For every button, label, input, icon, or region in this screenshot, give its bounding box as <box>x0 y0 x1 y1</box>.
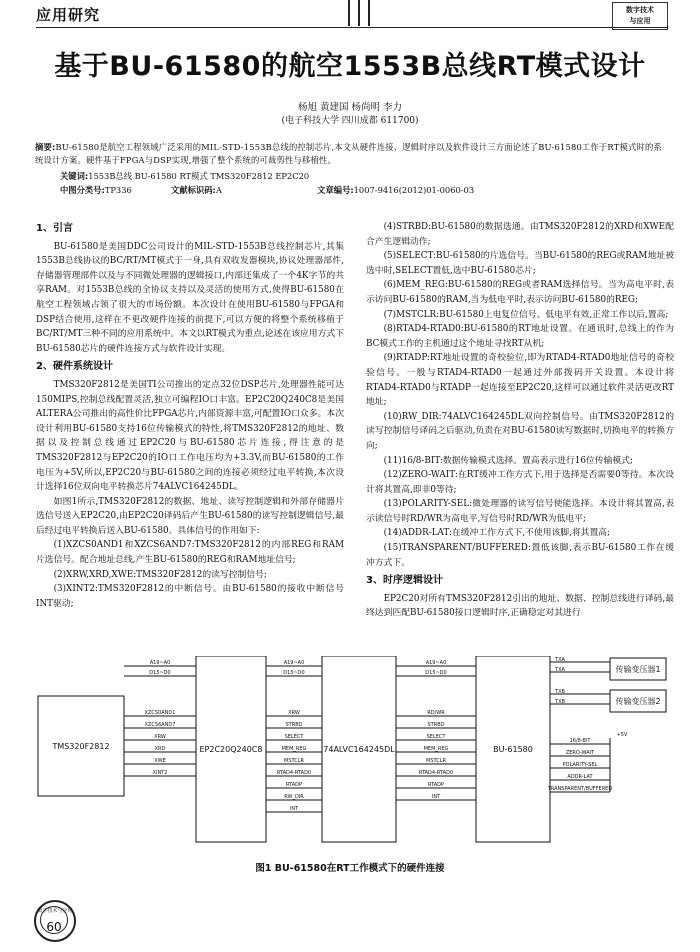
section2-heading: 2、硬件系统设计 <box>36 361 113 373</box>
fpga-signal: STRBD <box>285 722 303 728</box>
signal-item-5: (5)SELECT:BU-61580的片选信号。当BU-61580的REG或RAM地址被选中时,SELECT置低,选中BU-61580芯片; <box>366 251 674 276</box>
dsp-signal: XRD <box>154 746 166 752</box>
supply-label: +5V <box>616 732 628 738</box>
signal-item-14: (14)ADDR-LAT:在缓冲工作方式下,不使用该脚,将其置高; <box>383 528 611 539</box>
signal-item-7: (7)MSTCLR:BU-61580上电复位信号。低电平有效,正常工作以后,置高; <box>383 309 669 320</box>
signal-item-9: (9)RTADP:RT地址设置的奇校验位,即为RTAD4-RTAD0地址信号的奇校验信号。一般与RTAD4-RTAD0一起通过外部拨码开关设置。本设计将RTAD4-RTAD0与RTADP一起连接至EP2C20,这样可以通过软件灵活更改RT地址; <box>366 353 674 408</box>
section3-paragraph: EP2C20对所有TMS320F2812引出的地址、数据、控制总线进行译码,最终达到匹配BU-61580接口逻辑时序,正确稳定对其进行 <box>366 593 674 619</box>
signal-item-10: (10)RW_DIR:74ALVC164245DL双向控制信号。由TMS320F2812的读写控制信号译码之后驱动,负责在对BU-61580读写数据时,切换电平的转换方向; <box>366 411 674 451</box>
bus-data-label-3: D15~D0 <box>425 670 447 676</box>
level-label: 74ALVC164245DL <box>323 745 395 754</box>
signal-item-8: (8)RTAD4-RTAD0:BU-61580的RT地址设置。在通讯时,总线上的作为BC模式工作的主机通过这个地址寻找RT从机; <box>366 324 674 349</box>
tx-label: TXB <box>555 689 565 695</box>
journal-logo <box>612 2 668 30</box>
bus-addr-label-3: A19~A0 <box>425 660 447 666</box>
level-signal: MSTCLR <box>426 758 446 764</box>
dsp-label: TMS320F2812 <box>52 742 110 751</box>
abstract-label: 摘要: <box>35 142 56 152</box>
clc-label: 中图分类号: <box>60 185 105 195</box>
tx-label: TXB <box>555 699 565 705</box>
fpga-signal: XRW <box>288 710 300 716</box>
classification-line <box>60 184 474 196</box>
abstract <box>35 141 666 167</box>
right-column <box>366 220 674 621</box>
logo-line2: 与应用 <box>629 16 651 25</box>
paper-title: 基于BU-61580的航空1553B总线RT模式设计 <box>54 51 646 82</box>
fpga-signal: MSTCLR <box>284 758 304 764</box>
level-signal: SELECT <box>426 734 446 740</box>
tx-label: TXA <box>555 667 565 673</box>
keywords <box>60 170 309 182</box>
section3-heading: 3、时序逻辑设计 <box>366 575 443 587</box>
clc-text: TP336 <box>104 185 132 195</box>
signal-item-11: (11)16/8-BIT:数据传输模式选择。置高表示进行16位传输模式; <box>383 455 633 466</box>
header-rule <box>36 27 668 28</box>
level-signal: RTAD4-RTAD0 <box>418 770 454 776</box>
page-number-badge <box>34 900 76 942</box>
signal-item-3: (3)XINT2:TMS320F2812的中断信号。由BU-61580的接收中断信号INT驱动; <box>36 584 344 609</box>
header-bars <box>346 0 376 26</box>
section-label: 应用研究 <box>36 6 101 24</box>
signal-item-15: (15)TRANSPARENT/BUFFERED:置低该脚,表示BU-61580工作在缓冲方式下。 <box>366 543 674 568</box>
signal-item-6: (6)MEM_REG:BU-61580的REG或者RAM选择信号。当为高电平时,表示访问BU-61580的RAM,当为低电平时,表示访问BU-61580的REG; <box>366 280 674 305</box>
authors: 杨旭 黄建国 杨尚明 李力 <box>297 102 403 113</box>
bu-config-signal: ZERO-WAIT <box>565 750 595 756</box>
bu-config-signal: 16/8-BIT <box>569 738 591 744</box>
xfmr1-label: 传输变压器1 <box>615 665 661 674</box>
dsp-signal: XRW <box>154 734 166 740</box>
level-signal: STRBD <box>427 722 445 728</box>
keywords-label: 关键词: <box>60 171 89 181</box>
bus-data-label: D15~D0 <box>149 670 171 676</box>
dsp-signal: XZCS6AND7 <box>144 722 176 728</box>
section1-heading: 1、引言 <box>36 223 73 234</box>
affiliation: (电子科技大学 四川成都 611700) <box>281 116 419 126</box>
bu-label: BU-61580 <box>493 745 533 754</box>
level-signal: INT <box>431 794 441 800</box>
xfmr2-label: 传输变压器2 <box>615 697 661 706</box>
fpga-signal: RTADP <box>285 782 303 788</box>
page-number: 60 <box>40 906 68 934</box>
fpga-signal: MEM_REG <box>281 746 307 752</box>
figure-caption: 图1 BU-61580在RT工作模式下的硬件连接 <box>255 863 445 874</box>
fpga-label: EP2C20Q240C8 <box>199 745 263 754</box>
level-signal: RD/WR <box>427 710 445 716</box>
signal-item-1: (1)XZCS0AND1和XZCS6AND7:TMS320F2812的内部REG和RAM片选信号。配合地址总线,产生BU-61580的REG和RAM地址信号; <box>36 540 344 566</box>
logo-line1: 数字技术 <box>626 5 654 14</box>
fpga-signal: INT <box>289 806 299 812</box>
section1-paragraph: BU-61580是美国DDC公司设计的MIL-STD-1553B总线控制芯片,其集1553B总线协议的BC/RT/MT模式于一身,具有双收发器模块,协议处理器部件,存储器管理部件以及与不同微处理器的逻辑接口,内部还集成了一个4K字节的共享RAM。对1553B总线的全协议支持以及灵活的使用方式,使得BU-61580在航空工程领域占领了很大的市场份额。本次设计在使用BU-61580与FPGA和DSP结合使用,这样在不更改硬件连接的前提下,可以方便的将整个系统移植于BC/RT/MT三种不同的应用系统中。本文以RT模式为重点,论述在该应用方式下BU-61580芯片的硬件连接方式与软件设计实现。 <box>36 241 344 354</box>
hardware-diagram <box>36 656 668 846</box>
fpga-signal: RW_DIR <box>284 794 304 800</box>
dsp-signal: XINT2 <box>152 770 168 776</box>
fpga-signal: RTAD4-RTAD0 <box>276 770 312 776</box>
article-no-label: 文章编号: <box>317 185 354 195</box>
doc-code-text: A <box>215 185 222 195</box>
signal-item-2: (2)XRW,XRD,XWE:TMS320F2812的读写控制信号; <box>53 569 267 580</box>
level-signal: MEM_REG <box>423 746 449 752</box>
section2-paragraph2: 如图1所示,TMS320F2812的数据、地址、读写控制逻辑和外部存储器片选信号送入EP2C20,由EP2C20译码后产生BU-61580的读写控制逻辑信号,最后经过电平转换后送入BU-61580。具体信号的作用如下: <box>36 496 344 536</box>
doc-code-label: 文献标识码: <box>171 185 216 195</box>
signal-item-4: (4)STRBD:BU-61580的数据选通。由TMS320F2812的XRD和XWE配合产生逻辑动作; <box>366 222 674 247</box>
abstract-text: BU-61580是航空工程领域广泛采用的MIL-STD-1553B总线的控制芯片,本文从硬件连接、逻辑时序以及软件设计三方面论述了BU-61580工作于RT模式时的系统设计方案。硬件基于FPGA与DSP实现,增强了整个系统的可裁剪性与移植性。 <box>35 142 662 165</box>
section2-paragraph1: TMS320F2812是美国TI公司推出的定点32位DSP芯片,处理器性能可达150MIPS,控制总线配置灵活,独立可编程IO口丰富。EP2C20Q240C8是美国ALTERA公司推出的高性价比FPGA芯片,内部资源丰富,可配置IO口众多。本次设计利用BU-61580支持16位传输模式的特性,将TMS320F2812的地址、数据以及控制总线通过EP2C20与BU-61580芯片连接,得注意的是TMS320F2812与EP2C20的IO口工作电压均为+3.3V,而BU-61580的工作电压为+5V,所以,EP2C20与BU-61580之间的连接必须经过电平转换,本次设计选择16位双向电平转换芯片74ALVC164245DL。 <box>36 379 344 493</box>
badge-text: 数字技术与应用 <box>37 908 73 914</box>
keywords-text: 1553B总线 BU-61580 RT模式 TMS320F2812 EP2C20 <box>88 171 310 181</box>
bu-config-signal: ADDR-LAT <box>567 774 593 780</box>
fpga-signal: SELECT <box>284 734 304 740</box>
signal-item-12: (12)ZERO-WAIT:在RT缓冲工作方式下,用于选择是否需要0等待。本次设计将其置高,即非0等待; <box>366 470 674 495</box>
bus-addr-label: A19~A0 <box>149 660 171 666</box>
signal-item-13: (13)POLARITY-SEL:微处理器的读写信号使能选择。本设计将其置高,表示读信号时RD/WR为高电平,写信号时RD/WR为低电平; <box>366 499 674 524</box>
article-no-text: 1007-9416(2012)01-0060-03 <box>353 185 475 195</box>
dsp-signal: XWE <box>154 758 166 764</box>
dsp-signal: XZCS0AND1 <box>144 710 176 716</box>
left-column <box>36 220 344 611</box>
bus-data-label-2: D15~D0 <box>283 670 305 676</box>
bu-config-signal: TRANSPARENT/BUFFERED <box>547 786 613 792</box>
bu-config-signal: POLARITY-SEL <box>562 762 598 768</box>
bus-addr-label-2: A19~A0 <box>283 660 305 666</box>
tx-label: TXA <box>555 657 565 663</box>
level-signal: RTADP <box>427 782 445 788</box>
